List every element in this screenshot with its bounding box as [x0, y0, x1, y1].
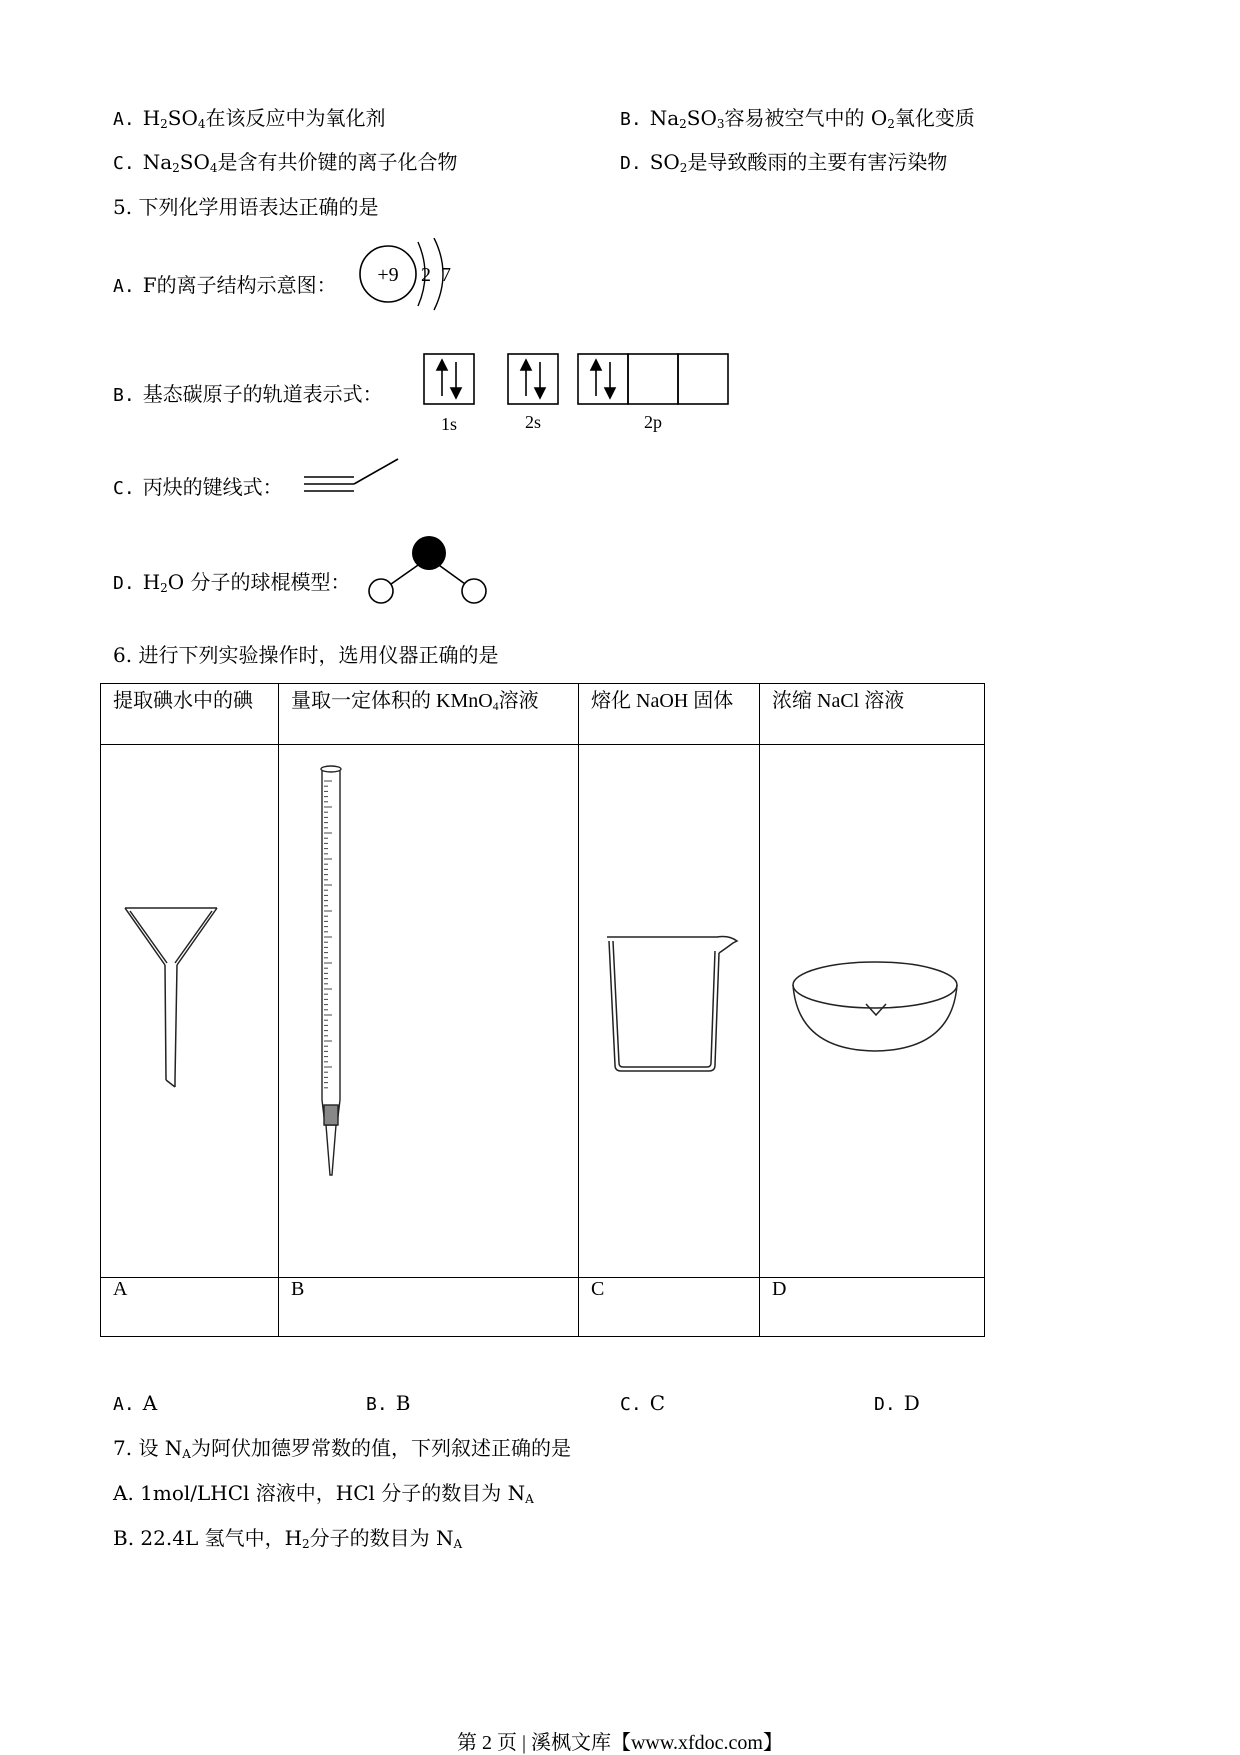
q5-option-b: B. 基态碳原子的轨道表示式： [113, 382, 383, 406]
q5-stem: 5. 下列化学用语表达正确的是 [113, 195, 379, 219]
hydrogen-atom [462, 579, 486, 603]
beaker-icon [579, 745, 760, 1277]
cell-evaporating-dish [760, 745, 985, 1278]
q7-option-a: A. 1mol/LHCl 溶液中，HCl 分子的数目为 $N_A$ [113, 1481, 534, 1506]
label-a: A [101, 1278, 279, 1337]
q6-answer-b: B. B [366, 1391, 411, 1415]
q5-option-d: D. $H_2O$ 分子的球棍模型： [113, 570, 351, 595]
cell-beaker [579, 745, 760, 1278]
q5-option-c: C. 丙炔的键线式： [113, 475, 283, 499]
q6-answer-d: D. D [874, 1391, 920, 1415]
label-b: B [279, 1278, 579, 1337]
q6-stem: 6. 进行下列实验操作时，选用仪器正确的是 [113, 643, 499, 667]
orbital-box-2s [508, 354, 558, 404]
q7-stem: 7. 设 $N_A$为阿伏加德罗常数的值，下列叙述正确的是 [113, 1436, 571, 1461]
label-2s: 2s [524, 412, 542, 432]
header-concentrate-nacl: 浓缩 NaCl 溶液 [760, 684, 985, 745]
q4-option-c: C. $Na_2SO_4$是含有共价键的离子化合物 [113, 150, 458, 175]
q6-answer-c: C. C [620, 1391, 665, 1415]
q6-apparatus-table [100, 683, 985, 1337]
oxygen-atom [412, 536, 446, 570]
hydrogen-atom [369, 579, 393, 603]
q7-option-b: B. 22.4L 氢气中，$H_2$分子的数目为 $N_A$ [113, 1526, 463, 1551]
q5-option-a: A. F的离子结构示意图： [113, 273, 337, 297]
orbital-box-2p-1 [578, 354, 628, 404]
cell-funnel [101, 745, 279, 1278]
burette-icon [279, 745, 579, 1277]
label-c: C [579, 1278, 760, 1337]
label-2p: 2p [644, 412, 662, 432]
carbon-orbital-diagram [420, 350, 740, 436]
nucleus-charge: +9 [377, 264, 399, 286]
evaporating-dish-icon [760, 745, 985, 1277]
orbital-box-2p-2 [628, 354, 678, 404]
q4-option-d: D. $SO_2$是导致酸雨的主要有害污染物 [620, 150, 948, 175]
water-ball-stick-model [364, 534, 494, 604]
propyne-line-formula [300, 455, 404, 500]
electron-arrows [437, 360, 615, 398]
fluorine-ion-structure-diagram [356, 238, 466, 314]
header-melt-naoh: 熔化 NaOH 固体 [579, 684, 760, 745]
q6-answer-a: A. A [113, 1391, 158, 1415]
orbital-box-2p-3 [678, 354, 728, 404]
label-d: D [760, 1278, 985, 1337]
header-extract-iodine: 提取碘水中的碘 [101, 684, 279, 745]
label-1s: 1s [440, 414, 458, 434]
cell-burette [279, 745, 579, 1278]
header-measure-kmno4: 量取一定体积的 KMnO$_4$溶液 [279, 684, 579, 745]
q4-option-b: B. $Na_2SO_3$容易被空气中的 $O_2$氧化变质 [620, 106, 975, 131]
shell-1-count: 2 [421, 264, 431, 286]
funnel-icon [101, 745, 279, 1277]
shell-2-count: 7 [441, 264, 451, 286]
page-footer: 第 2 页 | 溪枫文库【www.xfdoc.com】 [456, 1732, 783, 1754]
orbital-box-1s [424, 354, 474, 404]
q4-option-a: A. $H_2SO_4$在该反应中为氧化剂 [113, 106, 386, 131]
